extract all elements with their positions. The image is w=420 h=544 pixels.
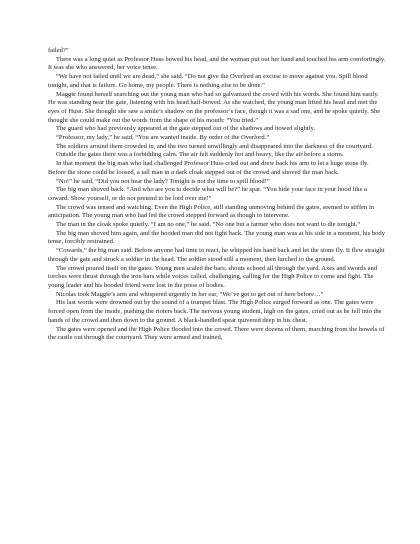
paragraph: Maggie found herself searching out the young man who had so galvanized the crowd with his words. She found him easily. He was standing near the gate, listening with his head half-bowed. As she watched, the young man lifted his head and met the eyes of Huss. She thought she saw a smile’s shadow on the professor’s face, though it was a sad one, and he spoke quietly. She thought she could make out the words from the shape of his mouth: “You tried.” [48, 90, 381, 124]
paragraph: The big man shoved back. “And who are you to decide what will be?” he spat. “You hide your face in your hood like a coward. Show yourself, or do not pretend to be lord over me!” [48, 186, 367, 202]
paragraph: In that moment the big man who had challenged Professor Huss cried out and drew back his arm to let a huge stone fly. Before the stone could be loosed, a tall man in a dark cloak stepped out of the crowd and shoved the man back. [48, 160, 369, 176]
paragraph: There was a long quiet as Professor Huss bowed his head, and the woman put out her hand and touched his arm comfortingly. It was she who answered, her voice tense. [48, 55, 386, 72]
paragraph: “Cowards,” the big man said. Before anyone had time to react, he whipped his hand back and let the stone fly. It flew straight through the gate and struck a soldier in the head. The soldier stood still a moment, then lurched to the ground. [48, 247, 385, 263]
paragraph: “No!” he said. “Did you not hear the lady? Tonight is not the time to spill blood!” [56, 177, 270, 185]
paragraph: The man in the cloak spoke quietly. “I am no one,” he said. “No one but a farmer who does not want to die tonight.” [56, 221, 361, 229]
paragraph: The guard who had previously appeared at the gate stepped out of the shadows and bowed slightly. [56, 125, 316, 133]
paragraph: The big man shoved him again, and the hooded man did not fight back. The young man was at his side in a moment, his body tense, forcibly restrained. [48, 229, 385, 246]
paragraph: The gates were opened and the High Police flooded into the crowd. There were dozens of them, marching from the bowels of the castle out through the courtyard. They were armed and trained, [48, 325, 385, 342]
paragraph: The soldiers around them crowded in, and the two turned unwillingly and disappeared into the darkness of the courtyard. [56, 142, 373, 150]
paragraph: Outside the gates there was a forbidding calm. The air felt suddenly hot and heavy, like the air before a storm. [56, 151, 344, 159]
paragraph: “Professor, my lady,” he said, “You are wanted inside. By order of the Overlord.” [56, 134, 270, 142]
paragraph: Nicolas took Maggie’s arm and whispered urgently in her ear, “We’ve got to get out of here before…” [56, 290, 324, 298]
paragraph: His last words were drowned out by the sound of a trumpet blast. The High Police surged forward as one. The gates were forced open from the inside, pushing the rioters back. The nervous young student, high on the gates, cried out as he fell into the hands of the crowd and then down to the ground. A black-handled spear quivered deep in his chest. [48, 299, 382, 324]
paragraph: The crowd poured itself on the gates. Young men scaled the bars; shouts echoed all through the yard. Axes and swords and torches were thrust through the iron bars while voices called, challenging, calling for the High Police to come and fight. The young leader and his hooded friend were lost in the press of bodies. [48, 264, 378, 289]
document-page [48, 47, 386, 343]
paragraph: “We have not failed until we are dead,” she said. “Do not give the Overlord an excuse to move against you. Spill blood tonight, and that is failure. Go home, my people. There is nothing else to be done.” [48, 73, 368, 89]
paragraph: The crowd was tensed and watching. Even the High Police, still standing unmoving behind the gates, seemed to stiffen in anticipation. The young man who had led the crowd stepped forward as though to intervene. [48, 203, 375, 220]
paragraph: failed?” [48, 47, 69, 54]
